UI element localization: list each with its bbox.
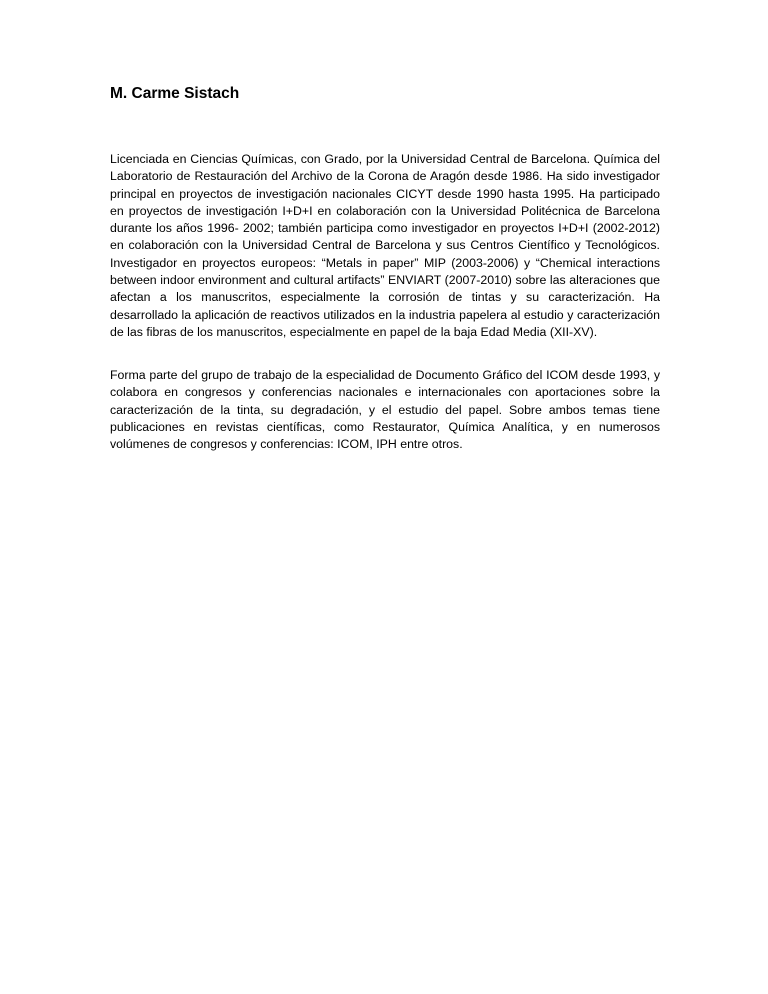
author-name-heading: M. Carme Sistach	[110, 85, 240, 102]
biography-paragraph-2: Forma parte del grupo de trabajo de la especialidad de Documento Gráfico del ICOM desde 1993, y colabora en congresos y conferencias nacionales e internacionales con aportaciones sobre la caracterización de la tinta, su degradación, y el estudio del papel. Sobre ambos temas tiene publicaciones en revistas científicas, como Restaurator, Química Analítica, y en numerosos volúmenes de congresos y conferencias: ICOM, IPH entre otros.	[110, 368, 660, 452]
biography-paragraph-1: Licenciada en Ciencias Químicas, con Grado, por la Universidad Central de Barcelona. Química del Laboratorio de Restauración del Archivo de la Corona de Aragón desde 1986. Ha sido investigador principal en proyectos de investigación nacionales CICYT desde 1990 hasta 1995. Ha participado en proyectos de investigación I+D+I en colaboración con la Universidad Politécnica de Barcelona durante los años 1996- 2002; también participa como investigador en proyectos I+D+I (2002-2012) en colaboración con la Universidad Central de Barcelona y sus Centros Científico y Tecnológicos. Investigador en proyectos europeos: “Metals in paper” MIP (2003-2006) y “Chemical interactions between indoor environment and cultural artifacts” ENVIART (2007-2010) sobre las alteraciones que afectan a los manuscritos, especialmente la corrosión de tintas y su caracterización. Ha desarrollado la aplicación de reactivos utilizados en la industria papelera al estudio y caracterización de las fibras de los manuscritos, especialmente en papel de la baja Edad Media (XII-XV).	[110, 152, 660, 339]
